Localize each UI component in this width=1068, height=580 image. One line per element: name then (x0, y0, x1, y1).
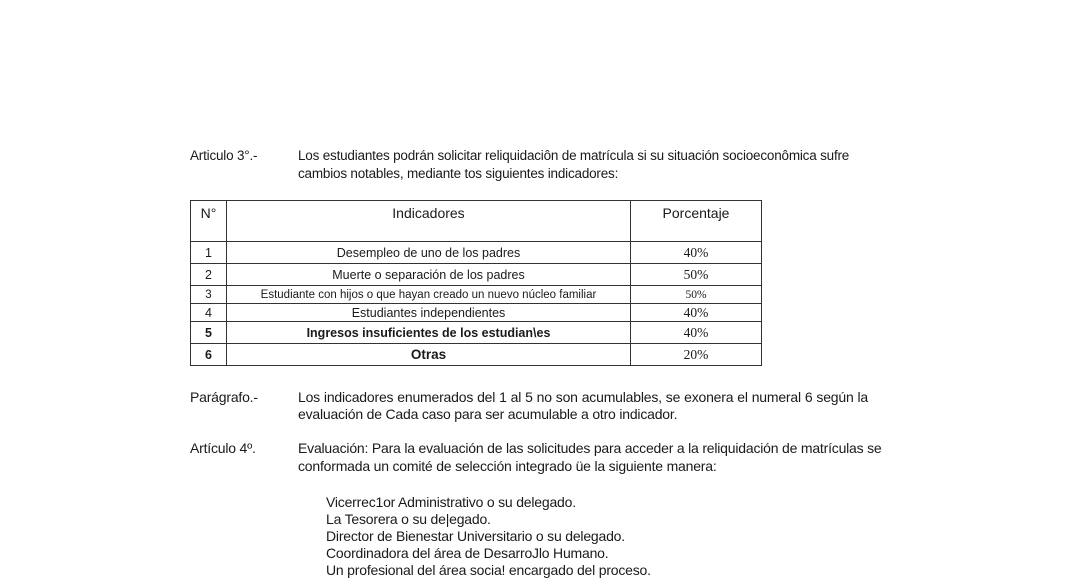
table-row (191, 304, 762, 322)
paragraph-text-line-2: evaluación de Cada caso para ser acumulable a otro indicador. (298, 406, 678, 422)
row-number: 6 (191, 344, 227, 366)
table-row (191, 264, 762, 286)
row-indicator: Estudiantes independientes (227, 304, 631, 322)
committee-member: Un profesional del área socia! encargado del proceso. (326, 562, 651, 578)
article-4-text-line-1: Evaluación: Para la evaluación de las solicitudes para acceder a la reliquidación de matrículas se (298, 440, 882, 456)
row-number: 1 (191, 242, 227, 264)
row-indicator: Estudiante con hijos o que hayan creado un nuevo núcleo familiar (227, 286, 631, 304)
article-3-label: Articulo 3°.- (190, 148, 258, 163)
row-percentage: 20% (631, 344, 762, 366)
header-number: N° (191, 201, 227, 242)
row-percentage: 40% (631, 304, 762, 322)
header-indicators: Indicadores (227, 201, 631, 242)
committee-member: Coordinadora del área de DesarroJlo Humano. (326, 545, 609, 561)
table-row (191, 286, 762, 304)
row-percentage: 40% (631, 322, 762, 344)
article-4-label: Artículo 4º. (190, 440, 256, 456)
row-number: 3 (191, 286, 227, 304)
article-3-text-line-1: Los estudiantes podrán solicitar reliquidaciôn de matrícula si su situación socioeconômica sufre (298, 148, 850, 163)
row-percentage: 40% (631, 242, 762, 264)
table-row (191, 242, 762, 264)
row-number: 2 (191, 264, 227, 286)
article-4-text-line-2: conformada un comité de selección integrado üe la siguiente manera: (298, 458, 717, 474)
paragraph-text-line-1: Los indicadores enumerados del 1 al 5 no son acumulables, se exonera el numeral 6 según la (298, 389, 868, 405)
table-row (191, 322, 762, 344)
row-indicator: Ingresos insuficientes de los estudian\es (227, 322, 631, 344)
header-percentage: Porcentaje (631, 201, 762, 242)
committee-member: Director de Bienestar Universitario o su delegado. (326, 528, 625, 544)
row-percentage: 50% (631, 264, 762, 286)
row-percentage: 50% (631, 286, 762, 304)
table-row (191, 344, 762, 366)
table-header-row (191, 201, 762, 242)
row-indicator: Otras (227, 344, 631, 366)
article-3-text-line-2: cambios notables, mediante tos siguientes indicadores: (298, 166, 619, 181)
paragraph-label: Parágrafo.- (190, 389, 258, 405)
row-number: 4 (191, 304, 227, 322)
committee-member: Vicerrec1or Administrativo o su delegado. (326, 494, 576, 510)
committee-member: La Tesorera o su de|egado. (326, 511, 491, 527)
row-number: 5 (191, 322, 227, 344)
row-indicator: Muerte o separación de los padres (227, 264, 631, 286)
row-indicator: Desempleo de uno de los padres (227, 242, 631, 264)
indicators-table (190, 200, 762, 366)
